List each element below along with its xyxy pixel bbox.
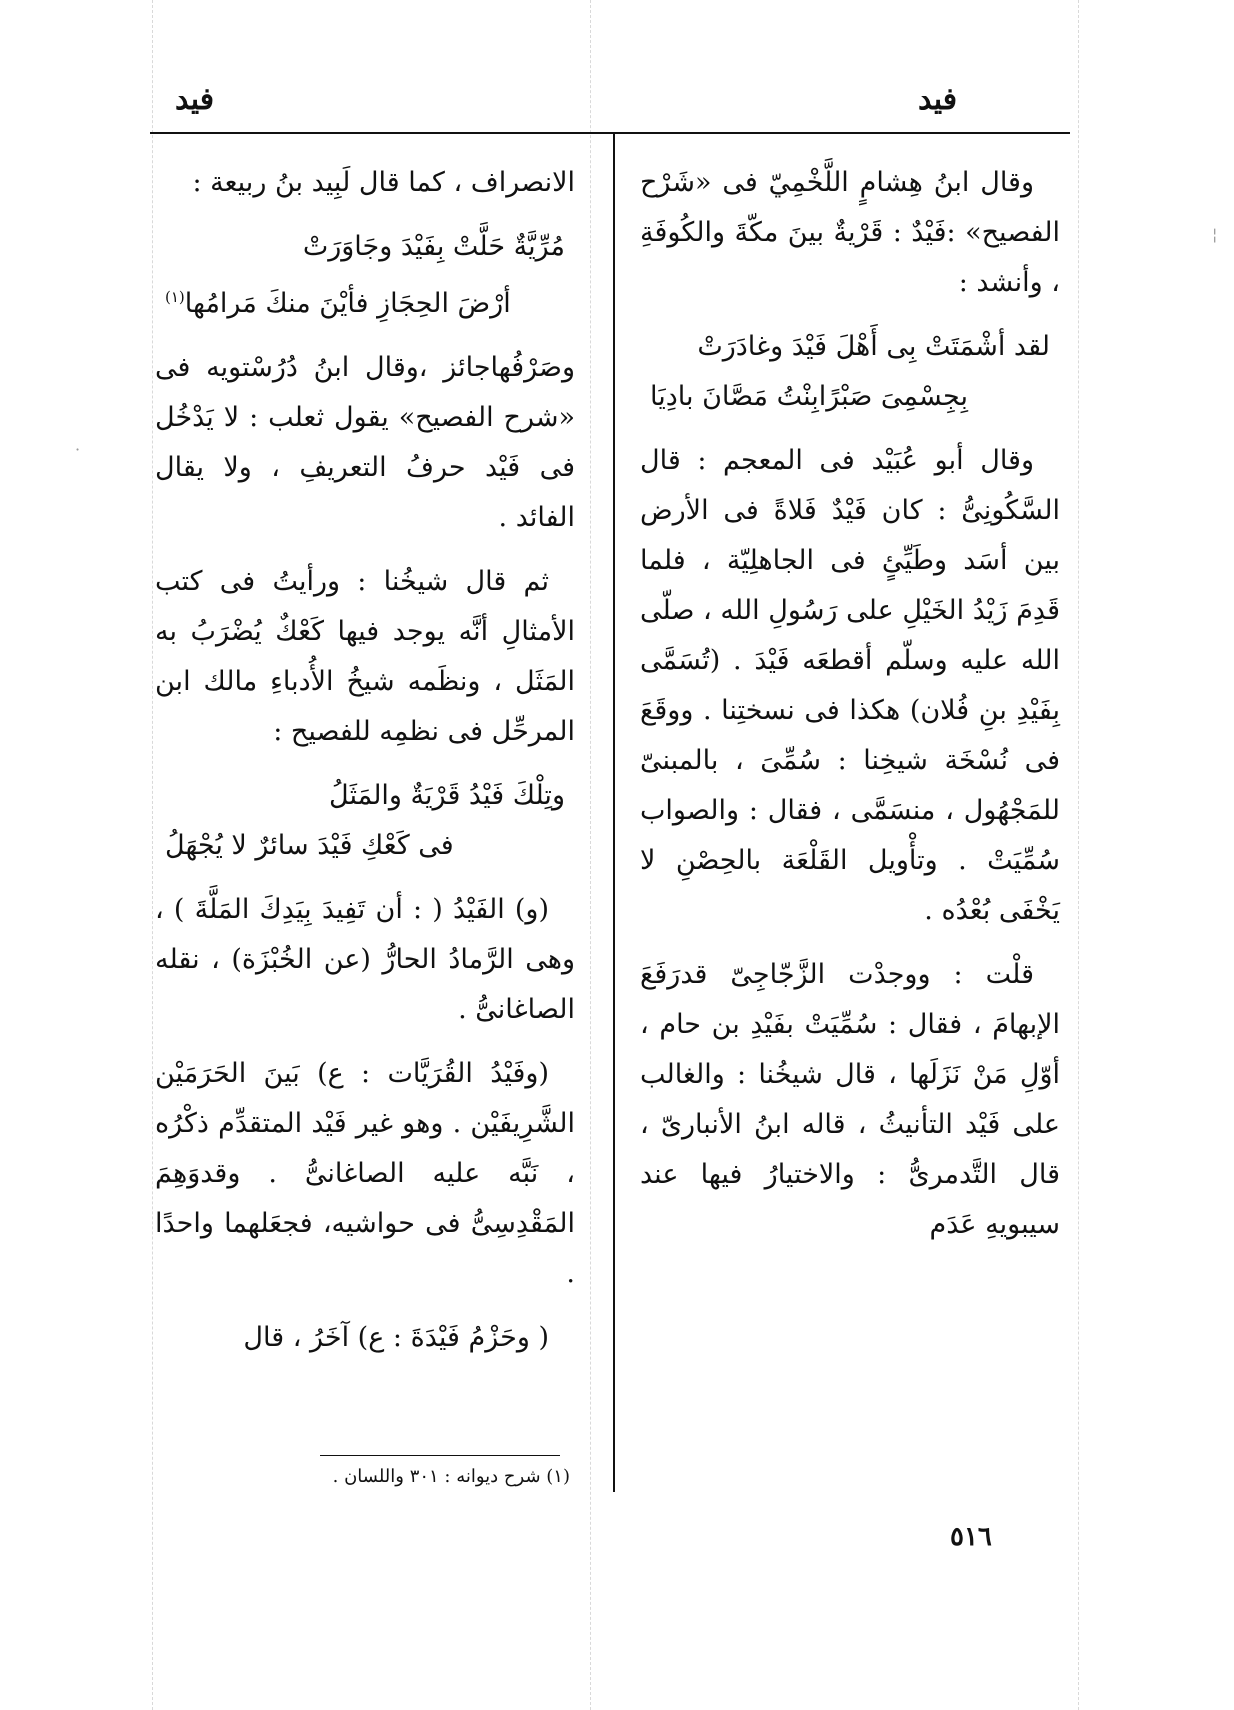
footnote: (١) شرح ديوانه : ٣٠١ واللسان . bbox=[332, 1466, 570, 1487]
header-rule bbox=[150, 132, 1070, 134]
verse-hemistich: مُرِّيَّةٌ حَلَّتْ بِفَيْدَ وجَاوَرَتْ bbox=[302, 231, 565, 262]
verse-hemistich: أرْضَ الحِجَازِ فأيْنَ منكَ مَرامُها$^{(١)}$ bbox=[165, 288, 511, 319]
paragraph: ( وحَزْمُ فَيْدَةَ : ع) آخَرُ ، قال bbox=[243, 1322, 549, 1353]
scan-speck: ¦ bbox=[1212, 225, 1218, 244]
scan-guide-line bbox=[1078, 0, 1079, 1710]
scan-guide-line bbox=[590, 0, 591, 1710]
paragraph: (و) الفَيْدُ ( : أن تَفِيدَ بِيَدِكَ المَلَّةَ ) ، وهى الرَّمادُ الحارُّ (عن الخُبْزَة) ، نقله الصاغانىُّ . bbox=[155, 894, 575, 1025]
verse-hemistich: لقد أشْمَتَتْ بِى أَهْلَ فَيْدَ وغادَرَتْ bbox=[697, 331, 1050, 362]
paragraph: قلْت : ووجدْت الزَّجّاجِىّ قدرَفَعَ الإبهامَ ، فقال : سُمِّيَتْ بفَيْدِ بن حام ، أوّلِ مَنْ نَزَلَها ، قال شيخُنا : والغالب على فَيْد التأنيثُ ، قاله ابنُ الأنبارىّ ، قال التَّدمرىُّ : والاختيارُ فيها عند سيبويهِ عَدَم bbox=[640, 959, 1060, 1240]
verse-hemistich: فى كَعْكِ فَيْدَ سائرٌ لا يُجْهَلُ bbox=[165, 830, 454, 861]
paragraph: وقال ابنُ هِشامٍ اللَّخْمِيّ فى «شَرْح الفصيح» :فَيْدٌ : قَرْيةٌ بينَ مكّةَ والكُوفَةِ ، وأنشد : bbox=[640, 167, 1060, 298]
verse-hemistich: بِجِسْمِىَ صَبْرًابِنْتُ مَصَّانَ بادِيَا bbox=[650, 381, 968, 412]
paragraph: وقال أبو عُبَيْد فى المعجم : قال السَّكُونِىُّ : كان فَيْدٌ فَلاةً فى الأرض بين أسَد وطَيِّئٍ فى الجاهلِيّة ، فلما قَدِمَ زَيْدُ الخَيْلِ على رَسُولِ الله ، صلّى الله عليه وسلّم أقطعَه فَيْدَ . (تُسَمَّى بِفَيْدِ بنِ فُلان) هكذا فى نسختِنا . ووقَعَ فى نُسْخَة شيخِنا : سُمِّىَ ، بالمبنىّ للمَجْهُول ، منسَمَّى ، فقال : والصواب سُمِّيَتْ . وتأْويل القَلْعَة بالحِصْنِ لا يَخْفَى بُعْدُه . bbox=[640, 445, 1060, 926]
left-column bbox=[155, 158, 575, 1377]
right-column bbox=[640, 158, 1060, 1264]
paragraph: ثم قال شيخُنا : ورأيتُ فى كتب الأمثالِ أنَّه يوجد فيها كَعْكٌ يُضْرَبُ به المَثَل ، ونظَمه شيخُ الأُدباءِ مالك ابن المرحِّل فى نظمِه للفصيح : bbox=[155, 566, 575, 747]
verse-hemistich: وتِلْكَ فَيْدُ قَرْيَةٌ والمَثَلُ bbox=[329, 780, 565, 811]
paragraph: (وفَيْدُ القُرَيَّات : ع) بَينَ الحَرَمَيْن الشَّرِيفَيْن . وهو غير فَيْد المتقدِّم ذكْرُه ، نَبَّه عليه الصاغانىُّ . وقدوَهِمَ المَقْدِسِىُّ فى حواشيه، فجعَلهما واحدًا . bbox=[155, 1058, 575, 1289]
paragraph: الانصراف ، كما قال لَبِيد بنُ ربيعة : bbox=[192, 167, 575, 198]
paragraph: وصَرْفُهاجائز ،وقال ابنُ دُرُسْتويه فى «شرح الفصيح» يقول ثعلب : لا يَدْخُل فى فَيْد حرفُ التعريفِ ، ولا يقال الفائد . bbox=[155, 352, 575, 533]
verse bbox=[155, 222, 575, 329]
footnote-marker: (١) bbox=[165, 288, 185, 306]
verse bbox=[640, 322, 1060, 422]
scan-guide-line bbox=[152, 0, 153, 1710]
column-divider bbox=[613, 134, 615, 1492]
scan-speck: · bbox=[75, 440, 81, 459]
page-number: ٥١٦ bbox=[950, 1522, 992, 1552]
footnote-rule bbox=[320, 1455, 560, 1456]
verse bbox=[155, 771, 575, 871]
running-header-left: فيد bbox=[175, 82, 215, 117]
running-header-right: فيد bbox=[918, 82, 958, 117]
